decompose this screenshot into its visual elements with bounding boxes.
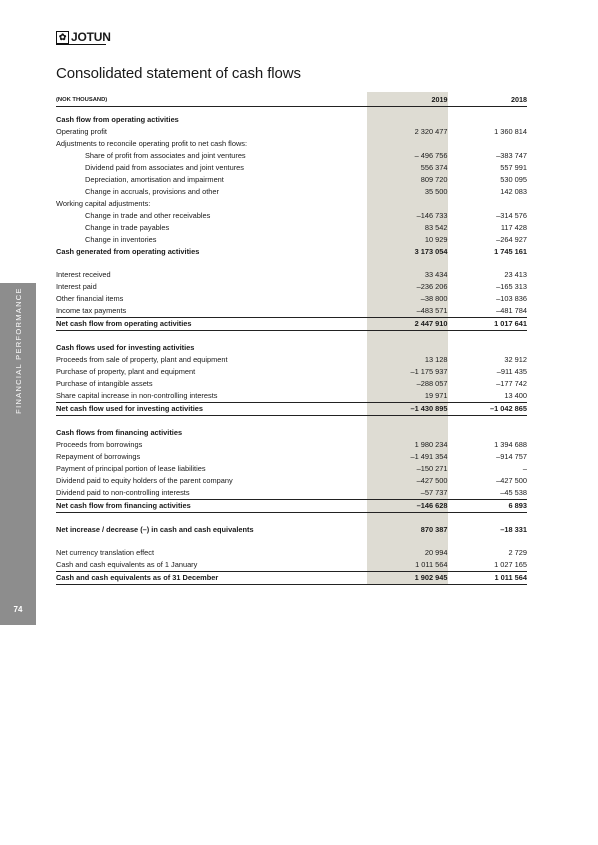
row-label: Interest received — [56, 270, 111, 279]
spacer-row — [56, 416, 527, 428]
page-title: Consolidated statement of cash flows — [56, 65, 301, 82]
value-2019: 33 434 — [424, 270, 448, 279]
value-2018: –314 576 — [496, 211, 527, 220]
row-label: Purchase of property, plant and equipment — [56, 367, 196, 376]
value-2018: –165 313 — [496, 282, 527, 291]
value-2018: –45 538 — [453, 487, 527, 500]
row-label: Cash generated from operating activities — [56, 247, 200, 256]
value-2019: 3 173 054 — [414, 247, 448, 256]
row-label: Depreciation, amortisation and impairment — [85, 175, 224, 184]
table-row — [56, 354, 527, 366]
value-2019: –146 628 — [377, 500, 453, 513]
value-2018: 1 027 165 — [453, 559, 527, 572]
value-2018: 1 011 564 — [453, 572, 527, 585]
table-row — [56, 293, 527, 305]
row-label: Net increase / decrease (–) in cash and cash equivalents — [56, 525, 254, 534]
table-row — [56, 366, 527, 378]
value-2018: –1 042 865 — [453, 403, 527, 416]
row-label: Net currency translation effect — [56, 548, 155, 557]
value-2018: –383 747 — [496, 151, 527, 160]
row-label: Adjustments to reconcile operating profit to net cash flows: — [56, 139, 248, 148]
row-label: Proceeds from borrowings — [56, 440, 143, 449]
section-heading-investing — [56, 342, 527, 354]
row-label: Cash and cash equivalents as of 1 January — [56, 559, 377, 572]
spacer-row — [56, 536, 527, 547]
row-label: Cash and cash equivalents as of 31 December — [56, 572, 377, 585]
value-2019: –288 057 — [416, 379, 448, 388]
row-label: Share of profit from associates and joint ventures — [85, 151, 246, 160]
row-label: Net cash flow from financing activities — [56, 500, 377, 513]
value-2019: 20 994 — [424, 548, 448, 557]
table-row — [56, 269, 527, 281]
value-2018: 117 428 — [500, 223, 527, 232]
value-2019: –146 733 — [416, 211, 448, 220]
value-2019: –483 571 — [377, 305, 453, 318]
table-row — [56, 559, 527, 572]
value-2019: 2 447 910 — [377, 318, 453, 331]
net-change-row — [56, 524, 527, 536]
table-row — [56, 174, 527, 186]
row-label: Change in inventories — [85, 235, 157, 244]
value-2018: 23 413 — [504, 270, 527, 279]
table-row — [56, 281, 527, 293]
row-label: Purchase of intangible assets — [56, 379, 153, 388]
table-row — [56, 234, 527, 246]
row-label: Change in trade and other receivables — [85, 211, 211, 220]
value-2019: 1 902 945 — [377, 572, 453, 585]
column-header-2019: 2019 — [377, 93, 453, 107]
row-label: Income tax payments — [56, 305, 377, 318]
jotun-logo — [56, 30, 111, 44]
value-2018: –911 435 — [496, 367, 527, 376]
row-label: Repayment of borrowings — [56, 452, 141, 461]
row-label: Change in trade payables — [85, 223, 170, 232]
row-label: Change in accruals, provisions and other — [85, 187, 219, 196]
cash-flow-table — [56, 93, 527, 585]
value-2018: –103 836 — [496, 294, 527, 303]
spacer-row — [56, 331, 527, 343]
table-row — [56, 198, 527, 210]
table-row — [56, 210, 527, 222]
logo-mark-icon: ✿ — [56, 31, 69, 44]
value-2018: 1 745 161 — [494, 247, 527, 256]
value-2018: 2 729 — [508, 548, 527, 557]
row-label: Other financial items — [56, 294, 124, 303]
row-label: Working capital adjustments: — [56, 199, 151, 208]
table-row — [56, 390, 527, 403]
table-row — [56, 222, 527, 234]
value-2019: 1 011 564 — [377, 559, 453, 572]
value-2019: 1 980 234 — [414, 440, 448, 449]
row-label: Payment of principal portion of lease liabilities — [56, 464, 206, 473]
logo-underline — [56, 44, 106, 45]
value-2018: 1 360 814 — [494, 127, 527, 136]
value-2018: 1 394 688 — [494, 440, 527, 449]
spacer-row — [56, 513, 527, 525]
value-2018: 32 912 — [504, 355, 527, 364]
logo-text: JOTUN — [71, 30, 111, 44]
column-header-2018: 2018 — [453, 93, 527, 107]
value-2019: 83 542 — [424, 223, 448, 232]
row-label: Cash flows used for investing activities — [56, 343, 195, 352]
table-row — [56, 186, 527, 198]
spacer-row — [56, 258, 527, 269]
table-row — [56, 150, 527, 162]
page-number: 74 — [13, 605, 23, 614]
value-2019: –1 175 937 — [410, 367, 448, 376]
section-heading-financing — [56, 427, 527, 439]
value-2018: –177 742 — [496, 379, 527, 388]
table-row — [56, 439, 527, 451]
value-2019: –427 500 — [416, 476, 448, 485]
row-label: Cash flow from operating activities — [56, 115, 179, 124]
value-2019: 2 320 477 — [414, 127, 448, 136]
value-2019: 19 971 — [377, 390, 453, 403]
value-2018: 142 083 — [500, 187, 527, 196]
spacer-row — [56, 107, 527, 115]
value-2019: –236 206 — [416, 282, 448, 291]
row-label: Net cash flow used for investing activities — [56, 403, 377, 416]
table-row — [56, 487, 527, 500]
unit-label: (NOK THOUSAND) — [56, 93, 377, 107]
row-label: Share capital increase in non-controlling interests — [56, 390, 377, 403]
table-row — [56, 305, 527, 318]
row-label: Dividend paid to non-controlling interests — [56, 487, 377, 500]
table-row — [56, 162, 527, 174]
subtotal-row — [56, 246, 527, 258]
table-row — [56, 475, 527, 487]
value-2019: –150 271 — [416, 464, 448, 473]
table-row — [56, 463, 527, 475]
total-row — [56, 318, 527, 331]
value-2018: 6 893 — [453, 500, 527, 513]
table-row — [56, 126, 527, 138]
table-row — [56, 138, 527, 150]
section-label — [5, 286, 31, 414]
row-label: Dividend paid to equity holders of the parent company — [56, 476, 233, 485]
total-row — [56, 500, 527, 513]
value-2018: –914 757 — [496, 452, 527, 461]
row-label: Net cash flow from operating activities — [56, 318, 377, 331]
value-2019: 35 500 — [424, 187, 448, 196]
row-label: Interest paid — [56, 282, 97, 291]
table-header-row — [56, 93, 527, 107]
section-heading-operating — [56, 114, 527, 126]
value-2018: 13 400 — [453, 390, 527, 403]
total-row — [56, 403, 527, 416]
value-2019: 870 387 — [420, 525, 448, 534]
value-2018: –427 500 — [496, 476, 527, 485]
table-row — [56, 547, 527, 559]
value-2019: 809 720 — [420, 175, 448, 184]
value-2018: –264 927 — [496, 235, 527, 244]
value-2018: 557 991 — [500, 163, 527, 172]
value-2019: 10 929 — [424, 235, 448, 244]
total-row — [56, 572, 527, 585]
value-2019: 556 374 — [420, 163, 448, 172]
value-2018: –481 784 — [453, 305, 527, 318]
table-row — [56, 451, 527, 463]
row-label: Cash flows from financing activities — [56, 428, 183, 437]
value-2019: –57 737 — [377, 487, 453, 500]
value-2018: 530 095 — [500, 175, 527, 184]
value-2018: –18 331 — [500, 525, 527, 534]
value-2019: –1 491 354 — [410, 452, 448, 461]
value-2019: –38 800 — [420, 294, 448, 303]
value-2019: – 496 756 — [414, 151, 448, 160]
value-2019: –1 430 895 — [377, 403, 453, 416]
value-2018: 1 017 641 — [453, 318, 527, 331]
row-label: Dividend paid from associates and joint ventures — [85, 163, 244, 172]
section-label-text: FINANCIAL PERFORMANCE — [13, 286, 23, 414]
row-label: Proceeds from sale of property, plant and equipment — [56, 355, 228, 364]
table-row — [56, 378, 527, 390]
value-2018: – — [522, 464, 527, 473]
row-label: Operating profit — [56, 127, 107, 136]
value-2019: 13 128 — [424, 355, 448, 364]
